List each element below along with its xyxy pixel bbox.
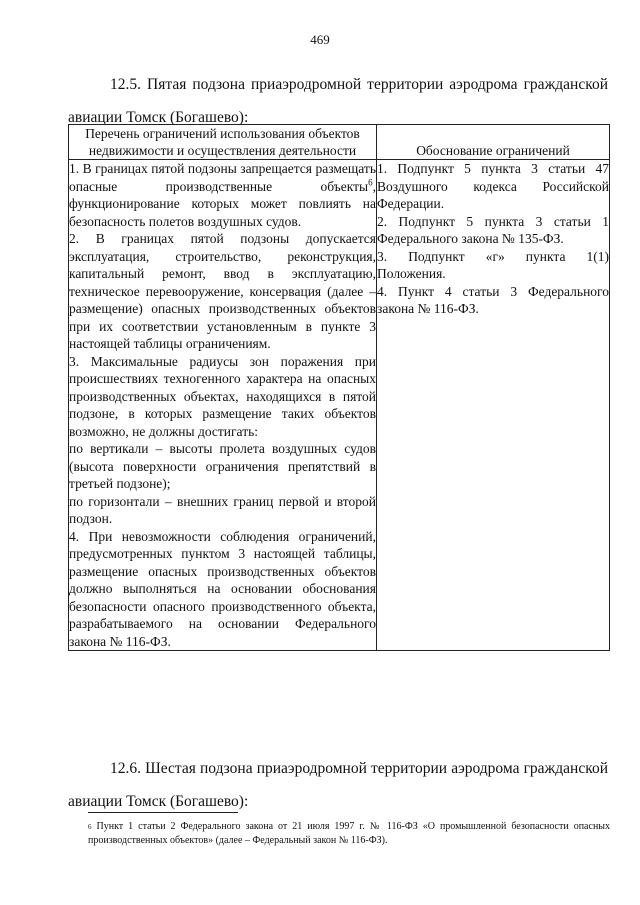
header-justification: Обоснование ограничений <box>377 125 610 160</box>
justification-cell <box>377 160 610 651</box>
section-12-5-title: Пятая подзона приаэродромной территории аэродрома гражданской авиации Томск (Богашево): <box>68 76 609 126</box>
section-12-6-title: Шестая подзона приаэродромной территории аэродрома гражданской авиации Томск (Богашево): <box>68 760 608 810</box>
footnote-mark: 6 <box>88 823 92 831</box>
restriction-item-3-vertical: по вертикали – высоты пролета воздушных судов (высота поверхности ограничения препятствий в третьей подзоне); <box>69 441 376 491</box>
restriction-item-3-horizontal: по горизонтали – внешних границ первой и второй подзон. <box>69 493 376 526</box>
justification-item-3: 3. Подпункт «г» пункта 1(1) Положения. <box>377 248 609 281</box>
section-12-6-number: 12.6. <box>110 760 141 777</box>
footnote <box>88 820 610 848</box>
restriction-item-4: 4. При невозможности соблюдения ограничений, предусмотренных пунктом 3 настоящей таблицы, размещение опасных производственных объектов должно выполняться на основании обоснования безопасности опасного производственного объекта, разрабатываемого на основании Федерального закона № 116-ФЗ. <box>69 528 376 649</box>
restriction-item-2: 2. В границах пятой подзоны допускается эксплуатация, строительство, реконструкция, капитальный ремонт, ввод в эксплуатацию, техническое перевооружение, консервация (далее – размещение) опасных производственных объектов при их соответствии установленным в пункте 3 настоящей таблицы ограничениям. <box>69 231 376 351</box>
footnote-divider <box>88 812 238 813</box>
footnote-text: Пункт 1 статьи 2 Федерального закона от 21 июля 1997 г. № 116-ФЗ «О промышленной безопасности опасных производственных объектов» (далее – Федеральный закон № 116-ФЗ). <box>88 821 611 846</box>
justification-item-2: 2. Подпункт 5 пункта 3 статьи 1 Федерального закона № 135-ФЗ. <box>377 213 609 246</box>
restriction-item-3: 3. Максимальные радиусы зон поражения при происшествиях техногенного характера на опасных производственных объектах, находящихся в пятой подзоне, в которых размещение таких объектов возможно, не должны достигать: <box>69 353 376 439</box>
header-restrictions-list: Перечень ограничений использования объектов недвижимости и осуществления деятельности <box>69 125 377 160</box>
footnote-reference: 6 <box>368 177 373 187</box>
section-12-6-heading <box>68 752 608 818</box>
restrictions-table <box>68 124 610 651</box>
section-12-5-number: 12.5. <box>110 76 141 93</box>
table-header-row <box>69 125 610 160</box>
restriction-item-1-text: 1. В границах пятой подзоны запрещается размещать опасные производственные объекты <box>69 161 376 194</box>
restriction-item-1-text-end: , функционирование которых может повлиять на безопасность полетов воздушных судов. <box>69 178 376 229</box>
page-number: 469 <box>310 32 330 47</box>
restriction-item-1 <box>69 160 376 230</box>
restrictions-cell <box>69 160 377 651</box>
justification-item-1: 1. Подпункт 5 пункта 3 статьи 47 Воздушного кодекса Российской Федерации. <box>377 161 609 211</box>
justification-item-4: 4. Пункт 4 статьи 3 Федерального закона № 116-ФЗ. <box>377 283 609 316</box>
table-row <box>69 160 610 651</box>
